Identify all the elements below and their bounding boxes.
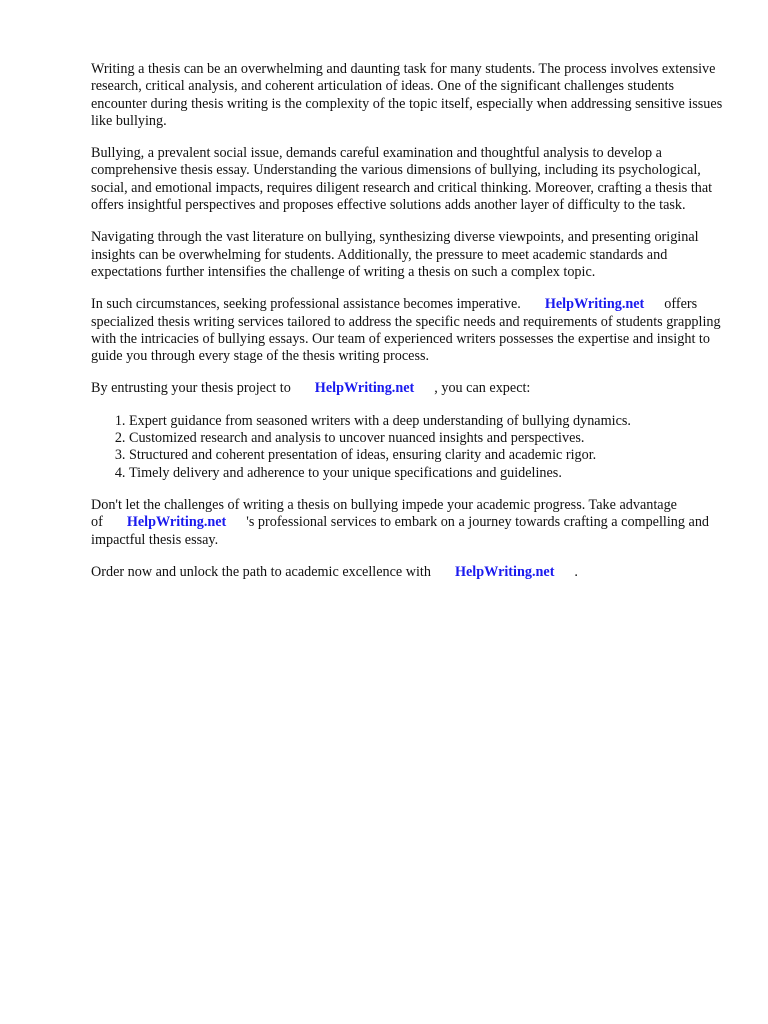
entrusting-text-after: , you can expect: bbox=[434, 380, 531, 397]
expectations-list bbox=[91, 413, 723, 482]
helpwriting-link-2[interactable]: HelpWriting.net bbox=[314, 380, 415, 397]
assistance-paragraph bbox=[91, 296, 723, 365]
assistance-text-after: offers specialized thesis writing services tailored to address the specific needs and requirements of students grappling with the intricacies of bullying essays. Our team of experienced writers possesses the expertise and insight to guide you through every stage of the thesis writing process. bbox=[91, 296, 721, 365]
intro-paragraph: Writing a thesis can be an overwhelming and daunting task for many students. The process involves extensive research, critical analysis, and coherent articulation of ideas. One of the significant challenges students encounter during thesis writing is the complexity of the topic itself, especially when addressing sensitive issues like bullying. bbox=[91, 61, 723, 129]
list-item: 1. Expert guidance from seasoned writers with a deep understanding of bullying dynamics. bbox=[129, 413, 723, 430]
list-item: 4. Timely delivery and adherence to your unique specifications and guidelines. bbox=[129, 465, 723, 482]
literature-paragraph: Navigating through the vast literature on bullying, synthesizing diverse viewpoints, and presenting original insights can be overwhelming for students. Additionally, the pressure to meet academic standards and expectations further intensifies the challenge of writing a thesis on such a complex topic. bbox=[91, 229, 699, 280]
order-paragraph bbox=[91, 564, 723, 581]
challenges-text-after: 's professional services to embark on a journey towards crafting a compelling and impactful thesis essay. bbox=[91, 514, 710, 548]
list-item: 3. Structured and coherent presentation of ideas, ensuring clarity and academic rigor. bbox=[129, 447, 723, 464]
helpwriting-link-3[interactable]: HelpWriting.net bbox=[126, 514, 227, 531]
document-body bbox=[91, 61, 723, 596]
entrusting-paragraph bbox=[91, 380, 723, 397]
challenges-paragraph bbox=[91, 497, 723, 549]
helpwriting-link-1[interactable]: HelpWriting.net bbox=[544, 296, 645, 313]
order-text-before: Order now and unlock the path to academic excellence with bbox=[91, 563, 431, 580]
entrusting-text-before: By entrusting your thesis project to bbox=[91, 380, 291, 397]
assistance-text-before: In such circumstances, seeking professional assistance becomes imperative. bbox=[91, 296, 521, 313]
list-item: 2. Customized research and analysis to uncover nuanced insights and perspectives. bbox=[129, 430, 723, 447]
challenges-text-before: Don't let the challenges of writing a thesis on bullying impede your academic progress. Take advantage of bbox=[91, 496, 677, 531]
helpwriting-link-4[interactable]: HelpWriting.net bbox=[454, 563, 555, 580]
bullying-paragraph: Bullying, a prevalent social issue, demands careful examination and thoughtful analysis to develop a comprehensive thesis essay. Understanding the various dimensions of bullying, including its psychological, social, and emotional impacts, requires diligent research and critical thinking. Moreover, crafting a thesis that offers insightful perspectives and proposes effective solutions adds another layer of difficulty to the task. bbox=[91, 145, 713, 214]
order-text-after: . bbox=[574, 563, 578, 580]
